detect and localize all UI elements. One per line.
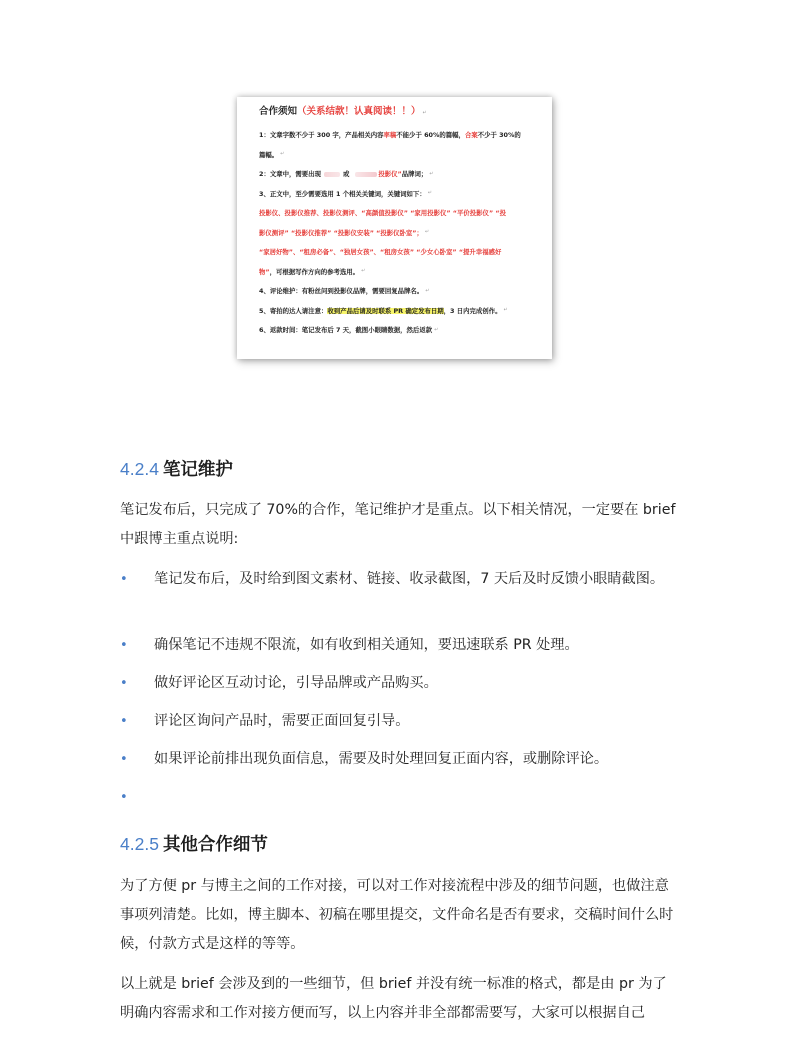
bullet-item: • 评论区询问产品时，需要正面回复引导。 [120, 707, 680, 736]
bullet-dot: • [120, 752, 128, 767]
notice-title: 合作须知（关系结款！认真阅读！！） ↵ [259, 106, 427, 117]
section-heading-4-2-4: 4.2.4 笔记维护 [120, 459, 233, 480]
bullet-item: • 做好评论区互动讨论，引导品牌或产品购买。 [120, 669, 680, 698]
notice-item-2: 2：文章中，需要出现 或 投影仪” 品牌词； ↵ [259, 170, 434, 179]
notice-keywords-4: 物” ，可根据写作方向的参考选用。 ↵ [259, 267, 366, 276]
notice-item-1: 1：文章字数不少于 300 字，产品相关内容 率稿 不能少于 60%的篇幅， 合案 不少于 30%的 [259, 131, 521, 140]
embedded-notice-screenshot [237, 97, 552, 359]
bullet-dot: • [120, 676, 128, 691]
section-425-paragraph-1: 为了方便 pr 与博主之间的工作对接，可以对工作对接流程中涉及的细节问题，也做注意事项列清楚。比如，博主脚本、初稿在哪里提交，文件命名是否有要求，交稿时间什么时候，付款方式是这样的等等。 [120, 878, 674, 952]
notice-item-1-cont: 篇幅。 ↵ [259, 150, 285, 159]
bullet-dot: • [120, 638, 128, 653]
notice-item-4: 4、评论维护：有粉丝问到投影仪品牌，需要回复品牌名。 ↵ [259, 287, 430, 296]
notice-item-6: 6、返款时间：笔记发布后 7 天，截图小眼睛数据，然后返款 ↵ [259, 326, 439, 335]
notice-keywords-1: 投影仪、投影仪推荐、投影仪测评、“高颜值投影仪” “家用投影仪” “平价投影仪” “投 [259, 209, 506, 218]
bullet-item: • 确保笔记不违规不限流，如有收到相关通知，要迅速联系 PR 处理。 [120, 631, 680, 660]
notice-item-3: 3、正文中，至少需要选用 1 个相关关键词，关键词如下： ↵ [259, 189, 432, 198]
section-425-paragraph-2: 以上就是 brief 会涉及到的一些细节，但 brief 并没有统一标准的格式，都是由 pr 为了明确内容需求和工作对接方便而写，以上内容并非全部都需要写，大家可以根据自己 [120, 976, 667, 1021]
section-424-intro: 笔记发布后，只完成了 70%的合作，笔记维护才是重点。以下相关情况，一定要在 brief 中跟博主重点说明: [120, 502, 676, 547]
bullet-item: • 如果评论前排出现负面信息，需要及时处理回复正面内容，或删除评论。 [120, 745, 680, 774]
bullet-item: • 笔记发布后，及时给到图文素材、链接、收录截图，7 天后及时反馈小眼睛截图。 [120, 565, 680, 594]
blurred-brand [355, 172, 377, 177]
notice-item-5: 5、寄拍的达人请注意： 收到产品后请及时联系 PR 确定发布日期 ，3 日内完成创作。 ↵ [259, 306, 508, 315]
bullet-dot: • [120, 790, 128, 805]
blurred-brand [324, 172, 340, 177]
bullet-dot: • [120, 572, 128, 587]
section-heading-4-2-5: 4.2.5 其他合作细节 [120, 834, 268, 855]
notice-keywords-3: “家居好物”、“租房必备”、“独居女孩”、“租房女孩” “少女心卧室” “提升幸福感好 [259, 248, 502, 257]
notice-keywords-2: 影仪测评” “投影仪推荐” “投影仪安装” “投影仪卧室”； ↵ [259, 228, 430, 237]
bullet-dot: • [120, 714, 128, 729]
